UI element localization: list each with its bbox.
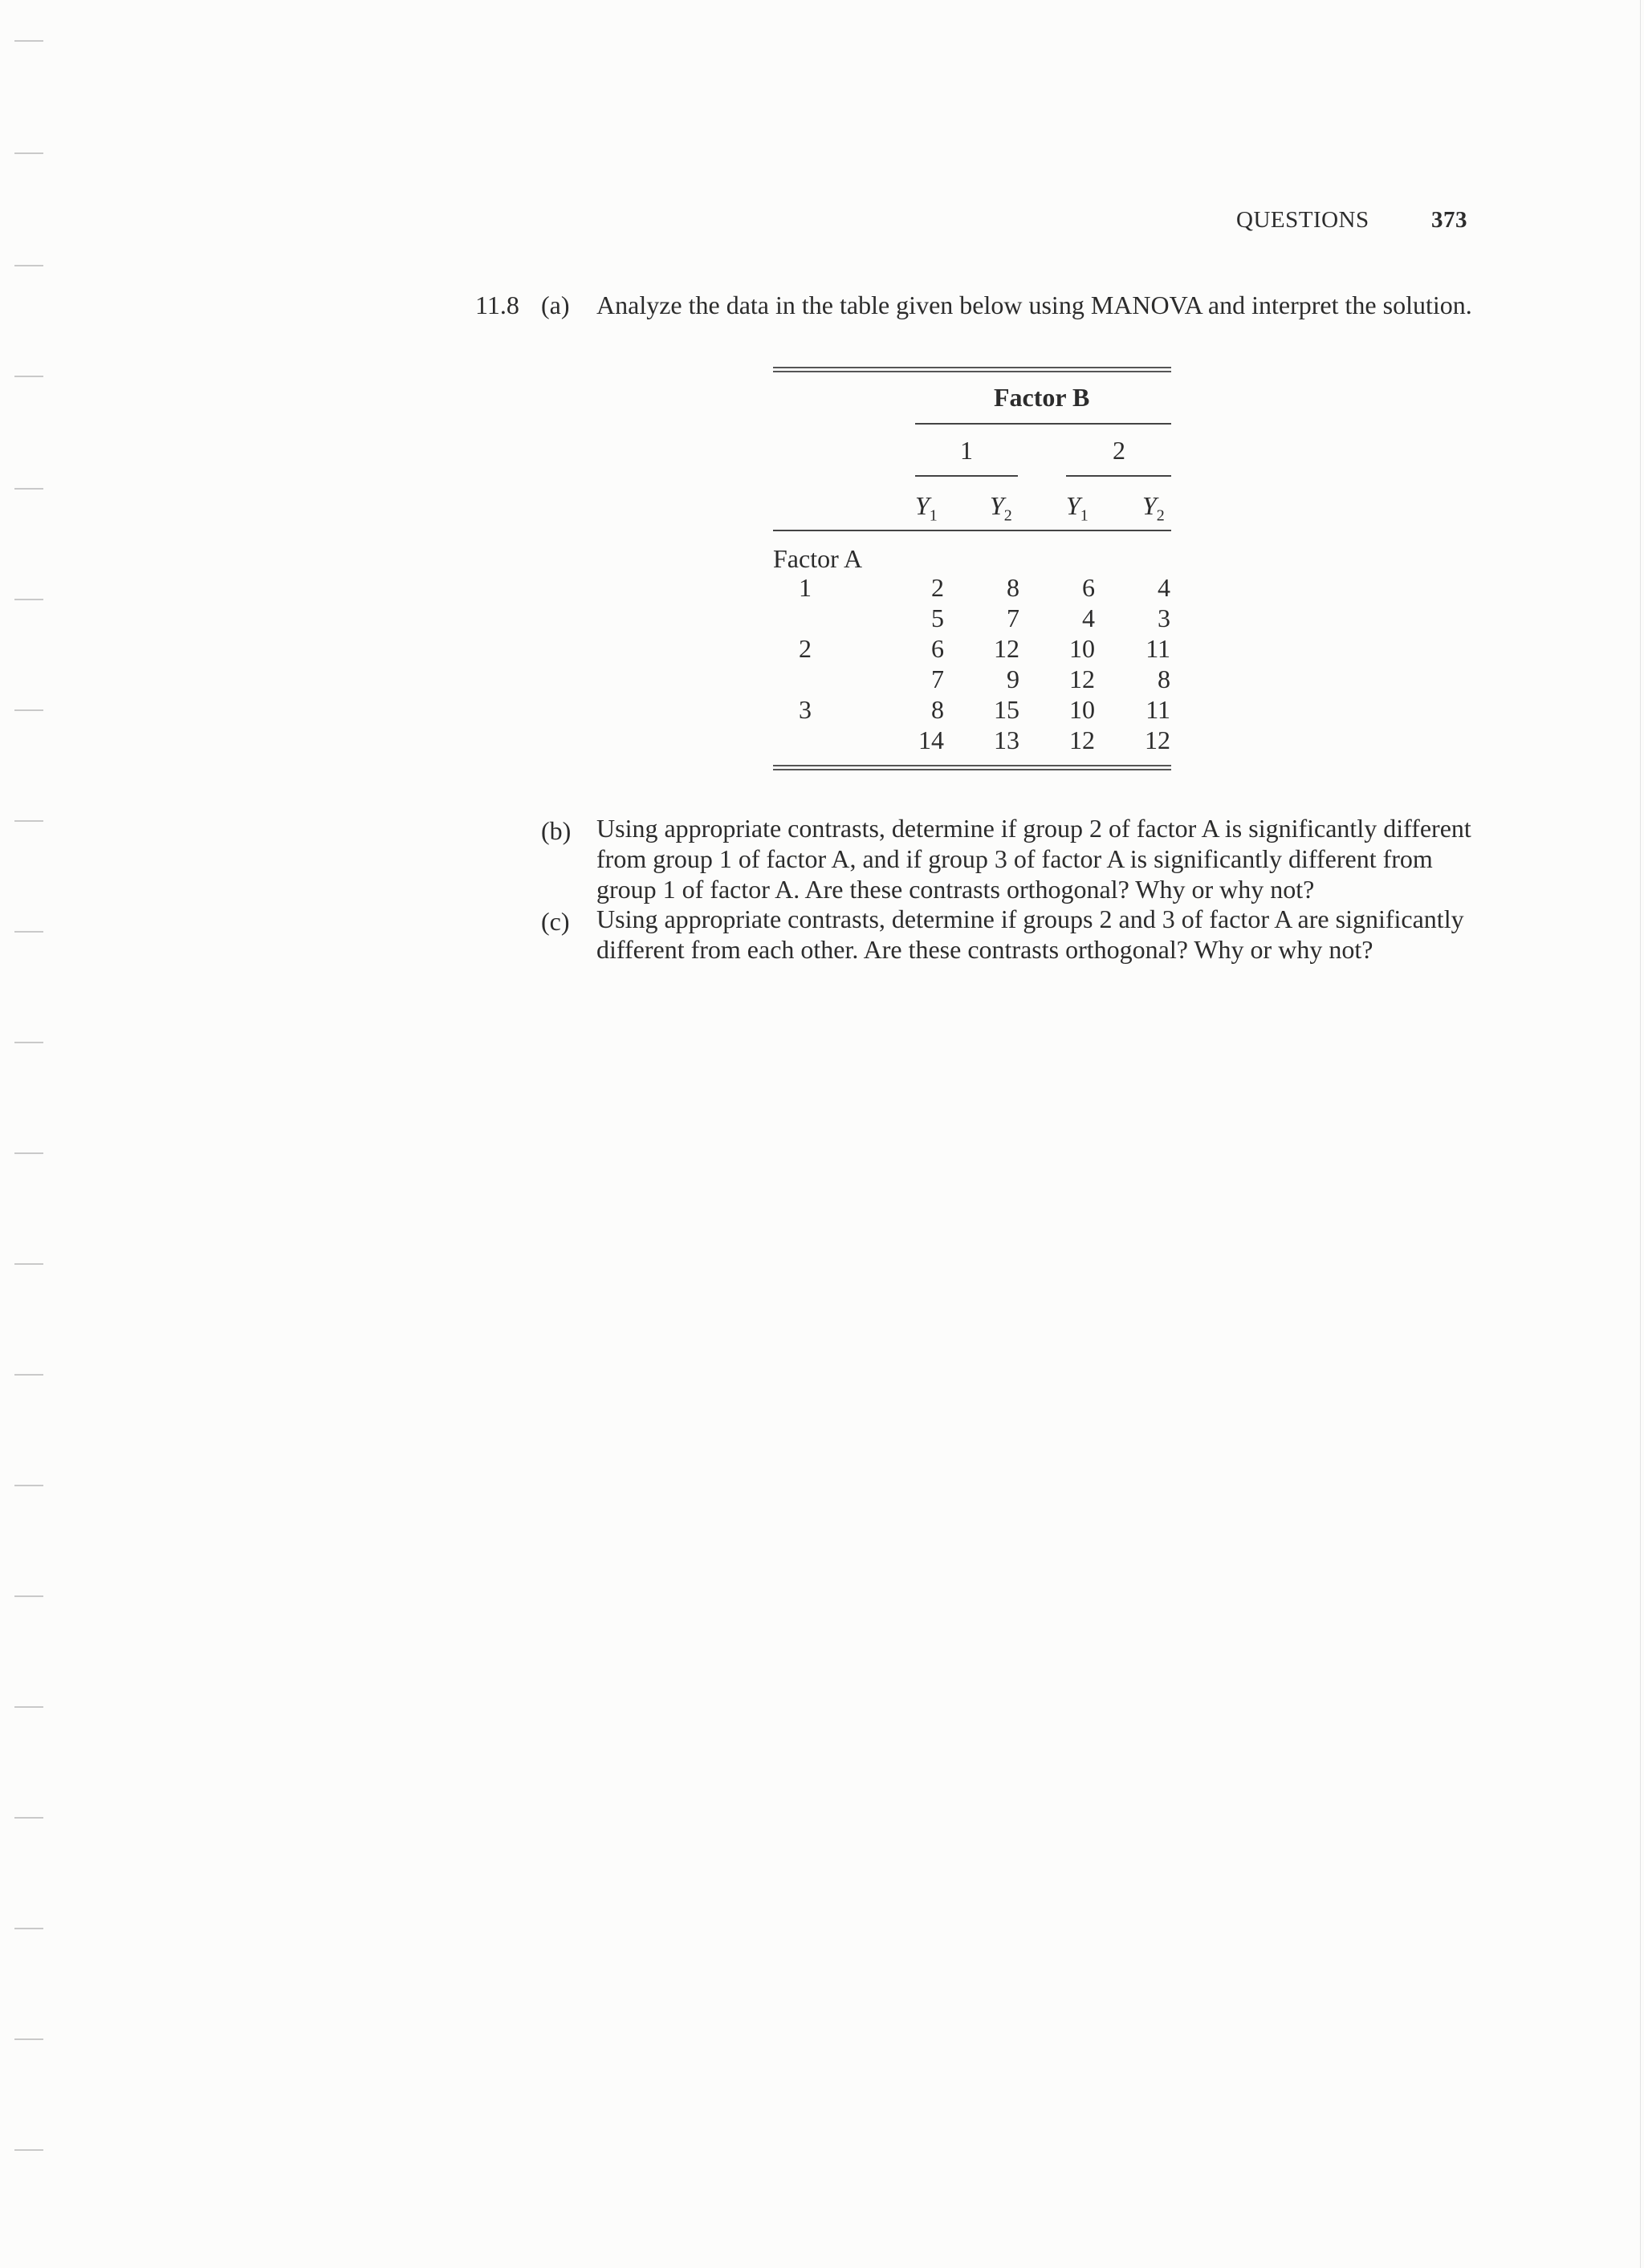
header-y1-level2: $Y_1$ [1066, 491, 1089, 525]
running-head-title: QUESTIONS [1236, 207, 1369, 233]
cell-r1-c1: 2 [931, 573, 944, 602]
page-number: 373 [1431, 207, 1467, 233]
part-c-line-1: Using appropriate contrasts, determine if groups 2 and 3 of factor A are significantly [596, 904, 1464, 933]
binding-marks [14, 0, 47, 2268]
cell-r5-c3: 10 [1069, 695, 1095, 724]
part-c-line-2: different from each other. Are these contrasts orthogonal? Why or why not? [596, 935, 1373, 964]
cell-r1-c2: 8 [1007, 573, 1019, 602]
factor-b-level-2: 2 [1113, 436, 1125, 465]
part-c-text [596, 904, 1471, 965]
part-b-line-2: from group 1 of factor A, and if group 3 of factor A is significantly different from [596, 844, 1433, 873]
cell-r2-c1: 5 [931, 604, 944, 632]
header-y2-level2: $Y_2$ [1142, 491, 1165, 525]
factor-b-level-1: 1 [960, 436, 973, 465]
part-b-label: (b) [541, 816, 572, 845]
cell-r6-c1: 14 [918, 726, 944, 754]
cell-r1-c4: 4 [1158, 573, 1170, 602]
cell-r2-c4: 3 [1158, 604, 1170, 632]
level-2-rule [1066, 475, 1171, 477]
cell-r3-c1: 6 [931, 634, 944, 663]
cell-r4-c3: 12 [1069, 665, 1095, 693]
part-a-label: (a) [541, 291, 570, 319]
cell-r5-c2: 15 [994, 695, 1019, 724]
part-b-text [596, 813, 1471, 904]
question-number: 11.8 [475, 291, 519, 319]
part-a-text: Analyze the data in the table given below using MANOVA and interpret the solution. [596, 291, 1472, 319]
cell-r3-c2: 12 [994, 634, 1019, 663]
part-b-line-3: group 1 of factor A. Are these contrasts orthogonal? Why or why not? [596, 875, 1315, 904]
factor-a-label: Factor A [773, 544, 863, 573]
header-y1-level1: $Y_1$ [915, 491, 938, 525]
cell-r5-c4: 11 [1146, 695, 1170, 724]
cell-r1-c3: 6 [1082, 573, 1095, 602]
factor-b-label: Factor B [994, 383, 1090, 412]
cell-r4-c1: 7 [931, 665, 944, 693]
factor-a-group-3: 3 [799, 695, 812, 724]
cell-r6-c3: 12 [1069, 726, 1095, 754]
part-b-line-1: Using appropriate contrasts, determine if group 2 of factor A is significantly different [596, 814, 1471, 843]
page-edge [1640, 0, 1641, 2268]
level-1-rule [915, 475, 1018, 477]
cell-r6-c4: 12 [1145, 726, 1170, 754]
cell-r4-c2: 9 [1007, 665, 1019, 693]
factor-b-rule [915, 423, 1171, 425]
table-top-rule [773, 367, 1171, 372]
cell-r6-c2: 13 [994, 726, 1019, 754]
part-c-label: (c) [541, 907, 570, 936]
factor-a-group-1: 1 [799, 573, 812, 602]
header-rule [773, 530, 1171, 531]
cell-r2-c2: 7 [1007, 604, 1019, 632]
cell-r4-c4: 8 [1158, 665, 1170, 693]
cell-r3-c3: 10 [1069, 634, 1095, 663]
header-y2-level1: $Y_2$ [990, 491, 1012, 525]
factor-a-group-2: 2 [799, 634, 812, 663]
cell-r2-c3: 4 [1082, 604, 1095, 632]
table-bottom-rule [773, 765, 1171, 770]
cell-r5-c1: 8 [931, 695, 944, 724]
cell-r3-c4: 11 [1146, 634, 1170, 663]
